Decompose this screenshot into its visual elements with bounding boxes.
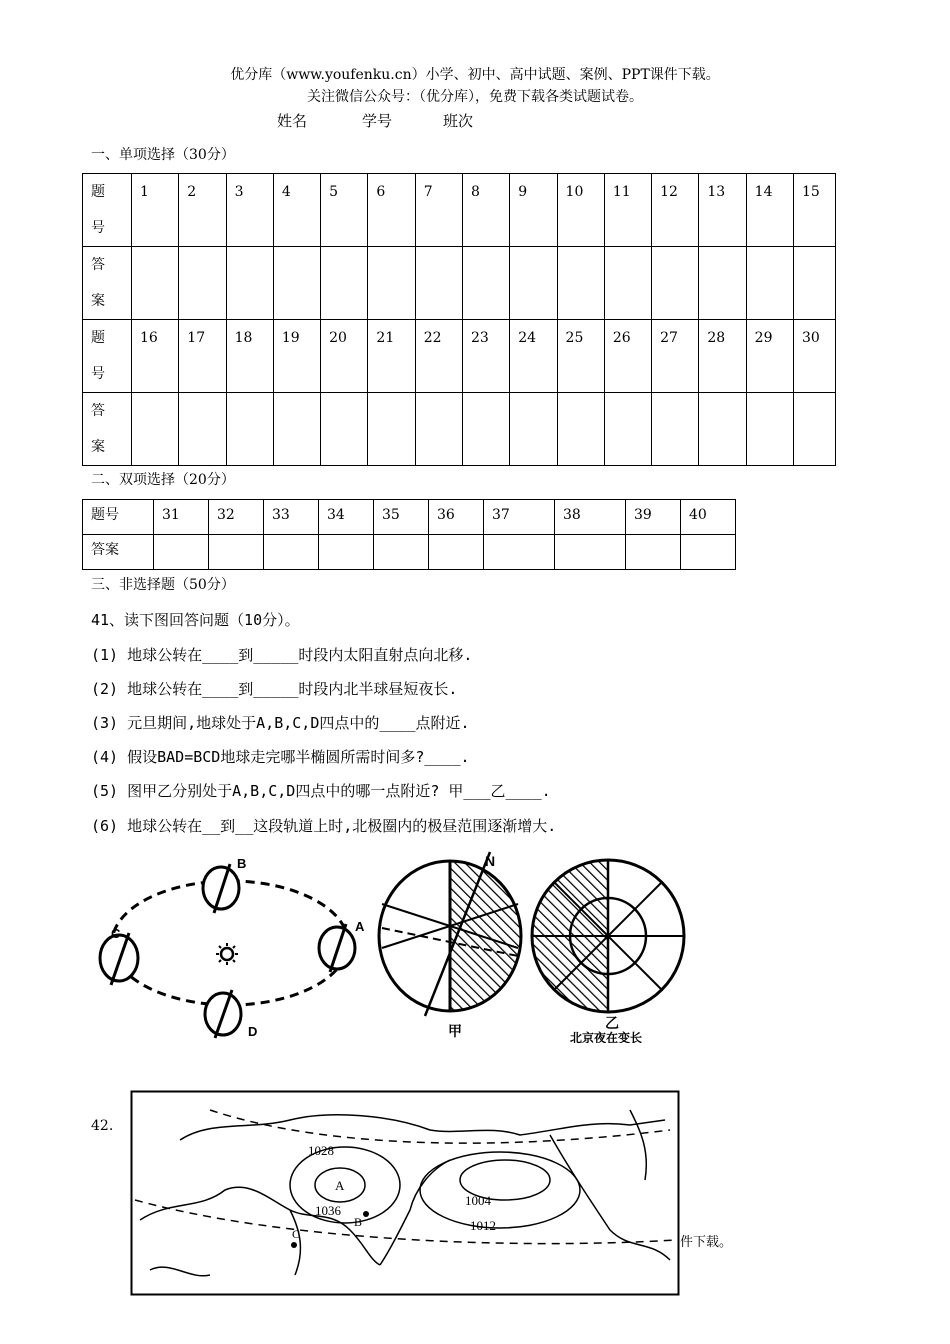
answer-cell[interactable]: [321, 247, 368, 320]
table-cell: 17: [179, 320, 226, 393]
isobar-label-1004: 1004: [465, 1193, 491, 1208]
answer-cell[interactable]: [794, 247, 836, 320]
answer-cell[interactable]: [132, 247, 179, 320]
answer-label-cell: 答 案: [83, 247, 132, 320]
table-cell: 39: [626, 500, 681, 535]
single-choice-table: [82, 173, 836, 466]
answer-cell[interactable]: [415, 247, 462, 320]
answer-cell[interactable]: [209, 535, 264, 570]
earth-position-a: [319, 924, 355, 972]
table-row: [83, 535, 736, 570]
q41-item-1: (1) 地球公转在____到_____时段内太阳直射点向北移.: [91, 646, 473, 664]
table-row: [83, 247, 836, 320]
pressure-map: [130, 1090, 680, 1296]
answer-label-cell: 答案: [83, 535, 154, 570]
answer-cell[interactable]: [626, 535, 681, 570]
table-cell: 14: [746, 174, 793, 247]
table-row: [83, 500, 736, 535]
q41-item-5: (5) 图甲乙分别处于A,B,C,D四点中的哪一点附近? 甲___乙____.: [91, 782, 551, 800]
table-row: [83, 320, 836, 393]
north-label: N: [485, 853, 496, 869]
answer-cell[interactable]: [746, 247, 793, 320]
figure-yi-label: 乙: [605, 1016, 619, 1032]
orbit-diagram: [90, 850, 380, 1040]
table-cell: 22: [415, 320, 462, 393]
q42-trailing-text: 件下载。: [680, 1235, 733, 1250]
q41-item-6: (6) 地球公转在__到__这段轨道上时,北极圈内的极昼范围逐渐增大.: [91, 817, 557, 835]
table-cell: 23: [462, 320, 509, 393]
answer-cell[interactable]: [557, 393, 604, 466]
table-cell: 7: [415, 174, 462, 247]
section1-title: 一、单项选择（30分）: [91, 147, 235, 163]
table-cell: 9: [510, 174, 557, 247]
table-cell: 12: [652, 174, 699, 247]
answer-cell[interactable]: [226, 393, 273, 466]
answer-cell[interactable]: [510, 393, 557, 466]
table-cell: 5: [321, 174, 368, 247]
answer-cell[interactable]: [604, 393, 651, 466]
answer-cell[interactable]: [226, 247, 273, 320]
table-cell: 19: [273, 320, 320, 393]
question-label-cell: 题号: [83, 500, 154, 535]
map-point-a: A: [335, 1178, 345, 1193]
map-point-c: C: [292, 1227, 301, 1241]
answer-cell[interactable]: [462, 393, 509, 466]
answer-cell[interactable]: [555, 535, 626, 570]
answer-cell[interactable]: [273, 393, 320, 466]
table-cell: 24: [510, 320, 557, 393]
table-cell: 13: [699, 174, 746, 247]
table-cell: 1: [132, 174, 179, 247]
table-cell: 15: [794, 174, 836, 247]
header-line2: 关注微信公众号：（优分库），免费下载各类试题试卷。: [307, 89, 643, 105]
orbit-label-b: B: [237, 856, 247, 871]
section2-title: 二、双项选择（20分）: [91, 472, 235, 488]
answer-cell[interactable]: [699, 247, 746, 320]
answer-cell[interactable]: [557, 247, 604, 320]
answer-cell[interactable]: [652, 247, 699, 320]
answer-cell[interactable]: [604, 247, 651, 320]
table-cell: 29: [746, 320, 793, 393]
table-cell: 35: [374, 500, 429, 535]
answer-cell[interactable]: [484, 535, 555, 570]
table-row: [83, 174, 836, 247]
figure-yi-diagram: [525, 848, 700, 1043]
table-cell: 10: [557, 174, 604, 247]
table-cell: 37: [484, 500, 555, 535]
figure-jia-label: 甲: [448, 1024, 462, 1040]
q41-item-4: (4) 假设BAD=BCD地球走完哪半椭圆所需时间多?____.: [91, 748, 470, 766]
table-cell: 32: [209, 500, 264, 535]
answer-cell[interactable]: [132, 393, 179, 466]
isobar-label-1028: 1028: [308, 1143, 334, 1158]
table-cell: 31: [154, 500, 209, 535]
answer-cell[interactable]: [699, 393, 746, 466]
answer-cell[interactable]: [462, 247, 509, 320]
answer-cell[interactable]: [374, 535, 429, 570]
answer-cell[interactable]: [179, 247, 226, 320]
answer-label-cell: 答 案: [83, 393, 132, 466]
double-choice-table: [82, 499, 736, 570]
table-cell: 11: [604, 174, 651, 247]
table-row: [83, 393, 836, 466]
section3-title: 三、非选择题（50分）: [91, 577, 235, 593]
table-cell: 20: [321, 320, 368, 393]
table-cell: 4: [273, 174, 320, 247]
q41-item-3: (3) 元旦期间,地球处于A,B,C,D四点中的____点附近.: [91, 714, 470, 732]
orbit-label-c: C: [111, 926, 121, 941]
table-cell: 27: [652, 320, 699, 393]
answer-cell[interactable]: [273, 247, 320, 320]
table-cell: 26: [604, 320, 651, 393]
answer-cell[interactable]: [510, 247, 557, 320]
answer-cell[interactable]: [368, 393, 415, 466]
q41-item-2: (2) 地球公转在____到_____时段内北半球昼短夜长.: [91, 680, 458, 698]
orbit-label-a: A: [355, 919, 365, 934]
table-cell: 18: [226, 320, 273, 393]
isobar-label-1012: 1012: [470, 1218, 496, 1233]
question-label-cell: 题 号: [83, 174, 132, 247]
answer-cell[interactable]: [652, 393, 699, 466]
figure-yi-caption: 北京夜在变长: [570, 1031, 643, 1043]
class-field: 班次: [443, 112, 474, 130]
table-cell: 36: [429, 500, 484, 535]
table-cell: 6: [368, 174, 415, 247]
table-cell: 16: [132, 320, 179, 393]
answer-cell[interactable]: [264, 535, 319, 570]
table-cell: 25: [557, 320, 604, 393]
answer-cell[interactable]: [179, 393, 226, 466]
student-id-field: 学号: [362, 112, 393, 130]
table-cell: 21: [368, 320, 415, 393]
table-cell: 8: [462, 174, 509, 247]
table-cell: 40: [681, 500, 736, 535]
answer-cell[interactable]: [794, 393, 836, 466]
table-cell: 33: [264, 500, 319, 535]
answer-cell[interactable]: [321, 393, 368, 466]
answer-cell[interactable]: [681, 535, 736, 570]
isobar-label-1036: 1036: [315, 1203, 341, 1218]
answer-cell[interactable]: [319, 535, 374, 570]
q41-title: 41、读下图回答问题（10分）。: [91, 611, 300, 629]
header-line1: 优分库（www.youfenku.cn）小学、初中、高中试题、案例、PPT课件下载。: [230, 67, 720, 83]
figure-jia-diagram: [370, 848, 530, 1043]
earth-position-d: [205, 990, 241, 1038]
answer-cell[interactable]: [154, 535, 209, 570]
table-cell: 38: [555, 500, 626, 535]
answer-cell[interactable]: [415, 393, 462, 466]
table-cell: 30: [794, 320, 836, 393]
table-cell: 34: [319, 500, 374, 535]
answer-cell[interactable]: [368, 247, 415, 320]
answer-cell[interactable]: [429, 535, 484, 570]
table-cell: 2: [179, 174, 226, 247]
table-cell: 28: [699, 320, 746, 393]
q42-number: 42.: [91, 1118, 114, 1134]
orbit-label-d: D: [248, 1024, 258, 1039]
answer-cell[interactable]: [746, 393, 793, 466]
name-field: 姓名: [277, 112, 308, 130]
sun-icon: [216, 943, 238, 965]
map-point-b: B: [354, 1215, 363, 1229]
earth-position-b: [203, 864, 239, 913]
question-label-cell: 题 号: [83, 320, 132, 393]
table-cell: 3: [226, 174, 273, 247]
